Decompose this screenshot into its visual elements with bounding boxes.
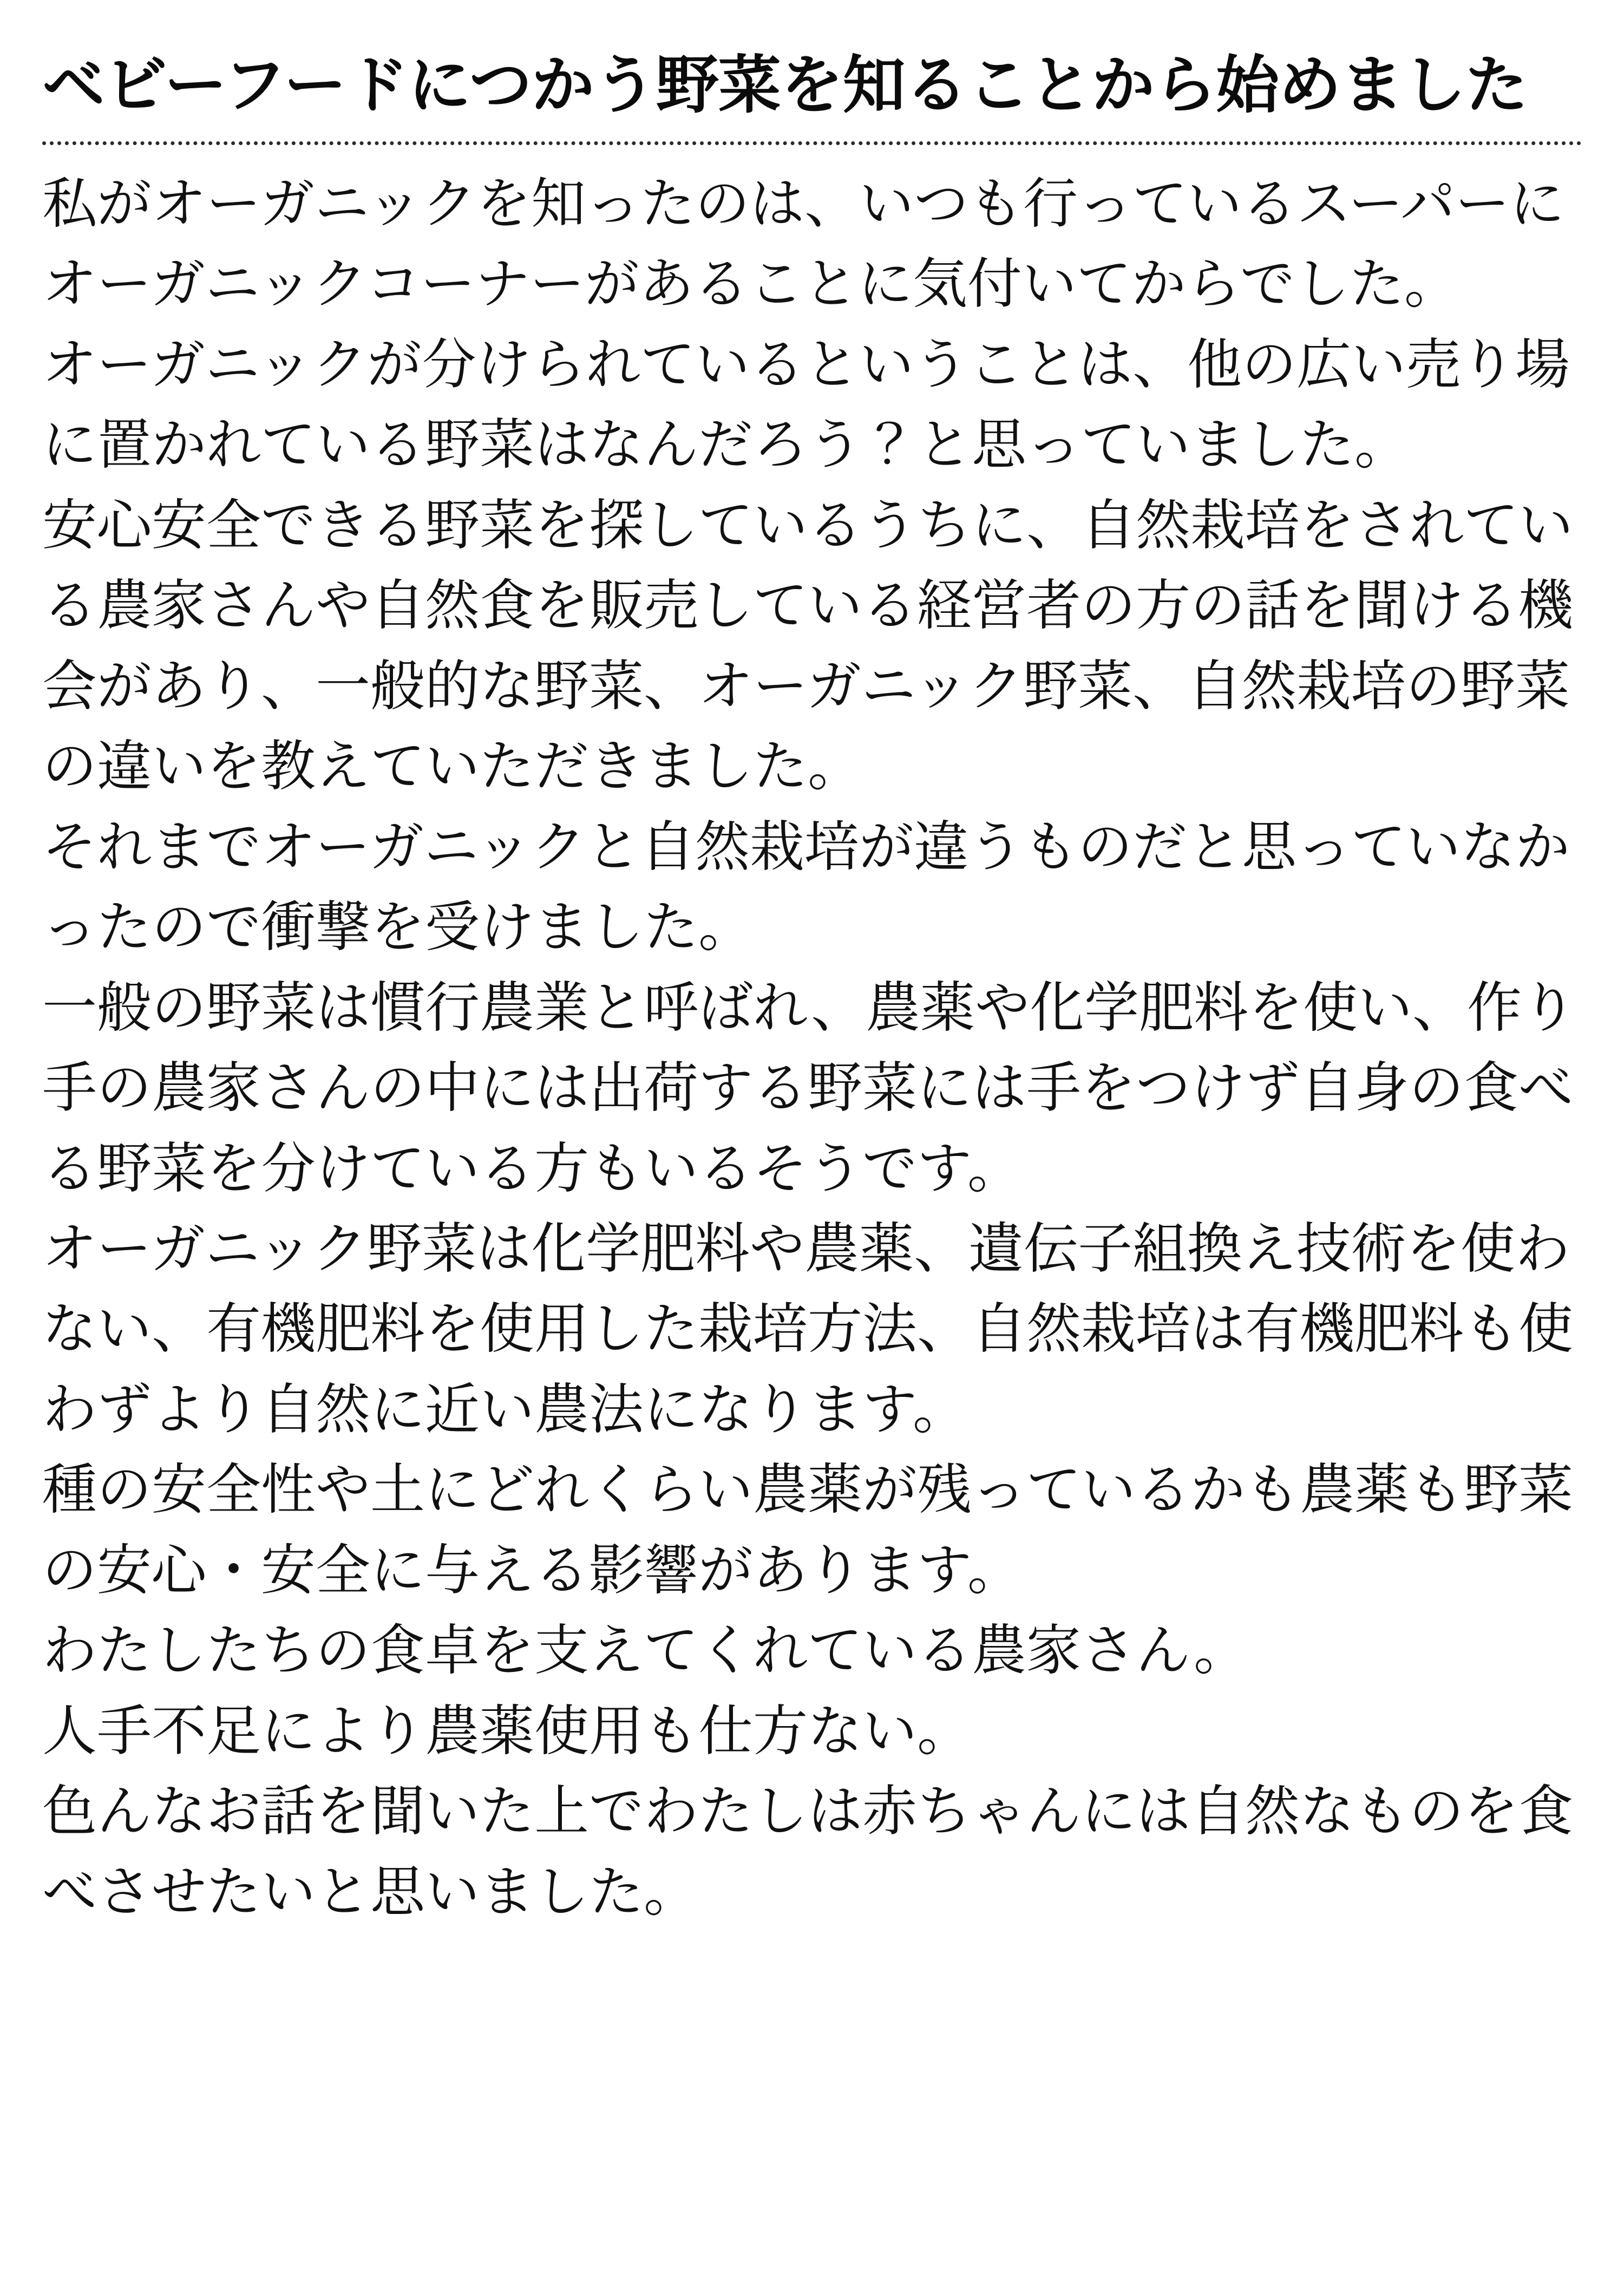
- paragraph: 安心安全できる野菜を探しているうちに、自然栽培をされている農家さんや自然食を販売している経営者の方の話を聞ける機会があり、一般的な野菜、オーガニック野菜、自然栽培の野菜の違いを教えていただきました。: [42, 493, 1574, 799]
- paragraph: 一般の野菜は慣行農業と呼ばれ、農薬や化学肥料を使い、作り手の農家さんの中には出荷する野菜には手をつけず自身の食べる野菜を分けている方もいるそうです。: [42, 975, 1577, 1200]
- title-divider: [42, 141, 1582, 145]
- paragraph: 私がオーガニックを知ったのは、いつも行っているスーパーにオーガニックコーナーがあることに気付いてからでした。: [42, 171, 1564, 316]
- paragraph: オーガニックが分けられているということは、他の広い売り場に置かれている野菜はなんだろう？と思っていました。: [42, 332, 1570, 477]
- paragraph: オーガニック野菜は化学肥料や農薬、遺伝子組換え技術を使わない、有機肥料を使用した栽培方法、自然栽培は有機肥料も使わずより自然に近い農法になります。: [42, 1216, 1574, 1441]
- paragraph: 色んなお話を聞いた上でわたしは赤ちゃんには自然なものを食べさせたいと思いました。: [42, 1779, 1574, 1924]
- paragraph: 種の安全性や土にどれくらい農薬が残っているかも農薬も野菜の安心・安全に与える影響があります。: [42, 1458, 1574, 1602]
- document-body: [42, 164, 1582, 1932]
- paragraph: わたしたちの食卓を支えてくれている農家さん。: [42, 1618, 1249, 1683]
- paragraph: 人手不足により農薬使用も仕方ない。: [42, 1698, 972, 1763]
- paragraph: それまでオーガニックと自然栽培が違うものだと思っていなかったので衝撃を受けました。: [42, 814, 1570, 959]
- page-title: ベビーフードにつかう野菜を知ることから始めました: [42, 49, 1528, 122]
